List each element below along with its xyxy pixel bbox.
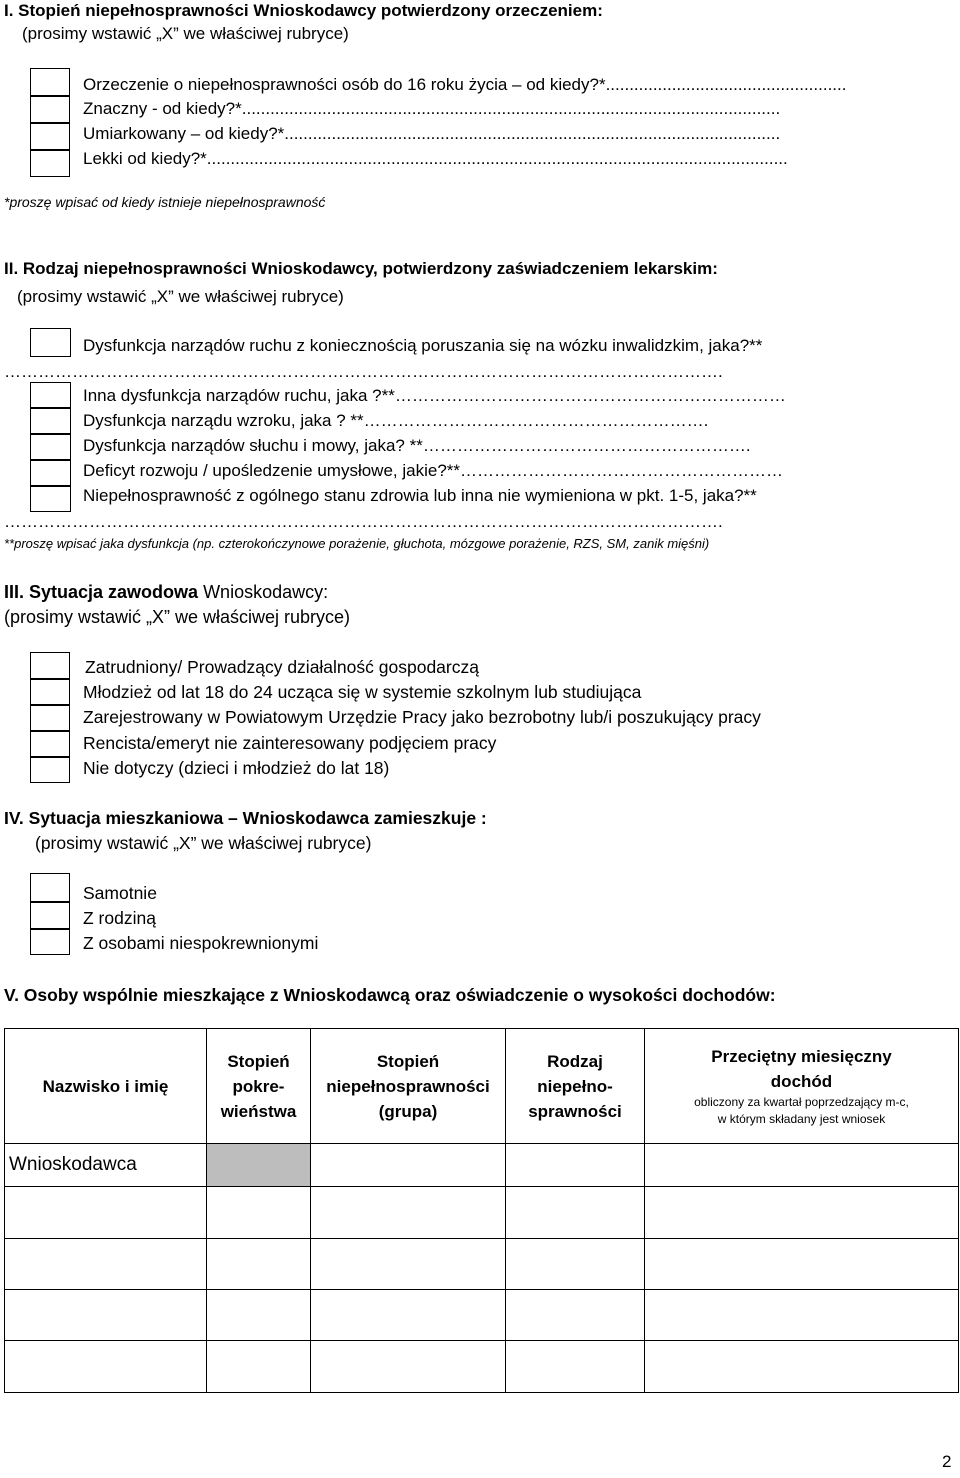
applicant-label: Wnioskodawca: [5, 1144, 207, 1187]
s1-option-3: Umiarkowany – od kiedy?*.........................................................................................................: [83, 124, 781, 143]
s2-footnote: **proszę wpisać jaka dysfunkcja (np. czterokończynowe porażenie, głuchota, mózgowe porażenie, RZS, SM, zanik mięśni): [4, 536, 710, 551]
table-cell[interactable]: [5, 1187, 207, 1239]
table-cell[interactable]: [311, 1290, 506, 1341]
checkbox-s1-4[interactable]: [30, 150, 70, 177]
checkbox-s2-1[interactable]: [30, 328, 71, 357]
col-header-name: Nazwisko i imię: [5, 1029, 207, 1144]
s2-dots-line-2: ……………………………………………………………………………………………………………….: [4, 512, 723, 531]
table-cell[interactable]: [506, 1239, 645, 1290]
table-header-row: [5, 1029, 959, 1144]
table-cell[interactable]: [207, 1290, 311, 1341]
checkbox-s4-2[interactable]: [30, 902, 70, 929]
section-4-instruction: (prosimy wstawić „X” we właściwej rubryce): [35, 833, 372, 853]
table-cell[interactable]: [506, 1290, 645, 1341]
s3-option-4: Rencista/emeryt nie zainteresowany podjęciem pracy: [83, 733, 497, 753]
checkbox-s2-6[interactable]: [30, 486, 71, 512]
checkbox-s1-2[interactable]: [30, 96, 70, 123]
checkbox-s2-2[interactable]: [30, 382, 71, 408]
section-5-heading: V. Osoby wspólnie mieszkające z Wnioskodawcą oraz oświadczenie o wysokości dochodów:: [4, 985, 776, 1005]
s3-option-5: Nie dotyczy (dzieci i młodzież do lat 18): [83, 758, 390, 778]
table-cell[interactable]: [207, 1187, 311, 1239]
table-cell[interactable]: [311, 1239, 506, 1290]
s2-option-5: Deficyt rozwoju / upośledzenie umysłowe, jakie?**…………………………………………………: [83, 461, 784, 480]
s3-option-1: Zatrudniony/ Prowadzący działalność gospodarczą: [85, 657, 479, 677]
s1-footnote: *proszę wpisać od kiedy istnieje niepełnosprawność: [4, 194, 326, 210]
table-row: [5, 1290, 959, 1341]
s2-option-3: Dysfunkcja narządu wzroku, jaka ? **…………………………………………………….: [83, 411, 709, 430]
table-cell[interactable]: [5, 1239, 207, 1290]
checkbox-s4-1[interactable]: [30, 873, 70, 902]
s4-option-2: Z rodziną: [83, 908, 156, 928]
s3-option-2: Młodzież od lat 18 do 24 ucząca się w systemie szkolnym lub studiująca: [83, 682, 642, 702]
col-header-degree: Stopień niepełnosprawności (grupa): [311, 1029, 506, 1144]
section-1-heading: I. Stopień niepełnosprawności Wnioskodawcy potwierdzony orzeczeniem:: [4, 1, 603, 20]
checkbox-s2-4[interactable]: [30, 434, 71, 460]
section-2-instruction: (prosimy wstawić „X” we właściwej rubryce): [17, 287, 344, 306]
table-cell[interactable]: [5, 1341, 207, 1393]
table-row: [5, 1144, 959, 1187]
checkbox-s3-2[interactable]: [30, 679, 70, 705]
table-cell[interactable]: [506, 1144, 645, 1187]
table-row: [5, 1187, 959, 1239]
checkbox-s2-3[interactable]: [30, 408, 71, 434]
table-cell[interactable]: [311, 1341, 506, 1393]
section-3-instruction: (prosimy wstawić „X” we właściwej rubryce): [4, 607, 351, 627]
checkbox-s4-3[interactable]: [30, 929, 70, 955]
s1-option-2: Znaczny - od kiedy?*..................................................................................................................: [83, 99, 781, 118]
table-cell[interactable]: [645, 1144, 959, 1187]
s2-dots-line-1: ……………………………………………………………………………………………………………….: [4, 362, 723, 381]
s4-option-1: Samotnie: [83, 883, 157, 903]
household-table: [4, 1028, 959, 1393]
s2-option-6: Niepełnosprawność z ogólnego stanu zdrowia lub inna nie wymieniona w pkt. 1-5, jaka?**: [83, 486, 757, 505]
table-row: [5, 1341, 959, 1393]
table-cell-greyed: [207, 1144, 311, 1187]
col-header-kinship: Stopień pokre- wieństwa: [207, 1029, 311, 1144]
table-cell[interactable]: [645, 1290, 959, 1341]
s2-option-2: Inna dysfunkcja narządów ruchu, jaka ?**……………………………………………………………: [83, 386, 786, 405]
col-header-income: Przeciętny miesięczny dochód obliczony za kwartał poprzedzający m-c, w którym składany jest wniosek: [645, 1029, 959, 1144]
section-3-heading-bold: III. Sytuacja zawodowa: [4, 582, 199, 602]
section-1-instruction: (prosimy wstawić „X” we właściwej rubryce): [22, 24, 349, 43]
s2-option-4: Dysfunkcja narządów słuchu i mowy, jaka? **………………………………………………….: [83, 436, 751, 455]
checkbox-s3-3[interactable]: [30, 705, 70, 731]
table-cell[interactable]: [311, 1144, 506, 1187]
table-cell[interactable]: [645, 1187, 959, 1239]
s3-option-3: Zarejestrowany w Powiatowym Urzędzie Pracy jako bezrobotny lub/i poszukujący pracy: [83, 707, 761, 727]
s1-option-4: Lekki od kiedy?*...........................................................................................................................: [83, 149, 788, 168]
table-cell[interactable]: [207, 1239, 311, 1290]
table-cell[interactable]: [506, 1187, 645, 1239]
page-number: 2: [942, 1452, 952, 1471]
col-header-type: Rodzaj niepełno- sprawności: [506, 1029, 645, 1144]
table-cell[interactable]: [645, 1341, 959, 1393]
checkbox-s3-4[interactable]: [30, 731, 70, 757]
checkbox-s2-5[interactable]: [30, 460, 71, 486]
checkbox-s3-1[interactable]: [30, 652, 70, 679]
table-cell[interactable]: [207, 1341, 311, 1393]
table-row: [5, 1239, 959, 1290]
table-cell[interactable]: [506, 1341, 645, 1393]
table-cell[interactable]: [645, 1239, 959, 1290]
s2-option-1: Dysfunkcja narządów ruchu z koniecznością poruszania się na wózku inwalidzkim, jaka?**: [83, 336, 763, 355]
checkbox-s1-3[interactable]: [30, 123, 70, 150]
section-2-heading: II. Rodzaj niepełnosprawności Wnioskodawcy, potwierdzony zaświadczeniem lekarskim:: [4, 259, 718, 278]
checkbox-s1-1[interactable]: [30, 68, 70, 96]
s4-option-3: Z osobami niespokrewnionymi: [83, 933, 319, 953]
section-4-heading: IV. Sytuacja mieszkaniowa – Wnioskodawca zamieszkuje :: [4, 808, 487, 828]
section-3-heading: [4, 582, 328, 603]
section-3-heading-rest: Wnioskodawcy:: [198, 582, 329, 602]
checkbox-s3-5[interactable]: [30, 757, 70, 783]
table-cell[interactable]: [5, 1290, 207, 1341]
table-cell[interactable]: [311, 1187, 506, 1239]
s1-option-1: Orzeczenie o niepełnosprawności osób do 16 roku życia – od kiedy?*...................................................: [83, 75, 847, 94]
